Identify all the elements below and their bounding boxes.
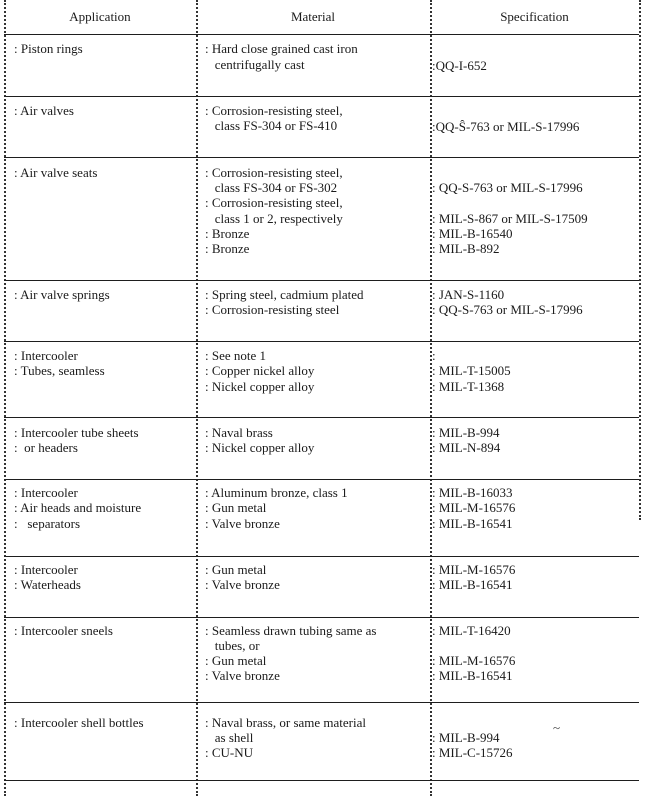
specification-cell-line: : MIL-B-16033 — [432, 485, 513, 500]
specification-cell-line: : MIL-B-16541 — [432, 577, 513, 592]
row-rule — [4, 702, 639, 703]
material-cell-line: : Corrosion-resisting steel, — [205, 165, 343, 180]
material-cell-line: as shell — [205, 730, 254, 745]
material-cell-line: : Valve bronze — [205, 516, 280, 531]
material-cell-line: : Naval brass — [205, 425, 273, 440]
specification-cell-line: :QQ-I-652 — [432, 58, 487, 73]
specification-cell-line: : — [432, 348, 436, 363]
material-cell-line: : Naval brass, or same material — [205, 715, 366, 730]
application-cell-line: : Air valve seats — [14, 165, 98, 180]
material-cell-line: : Nickel copper alloy — [205, 440, 315, 455]
application-cell-line: : Tubes, seamless — [14, 363, 105, 378]
specification-cell-line: : MIL-C-15726 — [432, 745, 513, 760]
material-cell-line: : Gun metal — [205, 653, 267, 668]
application-cell-line: : Air valves — [14, 103, 74, 118]
material-cell-line: : Aluminum bronze, class 1 — [205, 485, 348, 500]
application-cell-line: : separators — [14, 516, 81, 531]
application-cell-line: : Intercooler sneels — [14, 623, 113, 638]
specification-cell-line: : MIL-T-15005 — [432, 363, 511, 378]
material-cell-line: : Corrosion-resisting steel, — [205, 195, 343, 210]
application-cell-line: : or headers — [14, 440, 78, 455]
material-cell-line: centrifugally cast — [205, 57, 305, 72]
material-cell-line: : Gun metal — [205, 500, 267, 515]
column-divider-application-material — [196, 0, 198, 796]
material-cell-line: : Nickel copper alloy — [205, 379, 315, 394]
row-rule — [4, 780, 639, 781]
material-cell-line: : Seamless drawn tubing same as — [205, 623, 377, 638]
specification-cell-line: : MIL-N-894 — [432, 440, 501, 455]
application-cell-line: : Intercooler tube sheets — [14, 425, 139, 440]
application-cell-line: : Air heads and moisture — [14, 500, 142, 515]
specification-cell-line: : QQ-S-763 or MIL-S-17996 — [432, 302, 583, 317]
ink-smudge-mark: ~ — [553, 720, 561, 735]
material-cell-line: : See note 1 — [205, 348, 267, 363]
specification-cell-line: : MIL-T-16420 — [432, 623, 511, 638]
application-cell-line: : Waterheads — [14, 577, 81, 592]
column-divider-left — [4, 0, 6, 796]
header-material: Material — [290, 9, 336, 24]
specification-cell-line: : MIL-M-16576 — [432, 562, 516, 577]
application-cell-line: : Intercooler — [14, 485, 78, 500]
row-rule — [4, 417, 639, 418]
row-rule — [4, 280, 639, 281]
material-cell-line: class FS-304 or FS-410 — [205, 118, 338, 133]
material-cell-line: : Spring steel, cadmium plated — [205, 287, 364, 302]
specification-cell-line: : MIL-T-1368 — [432, 379, 505, 394]
row-rule — [4, 556, 639, 557]
material-cell-line: : Hard close grained cast iron — [205, 41, 358, 56]
material-cell-line: class FS-304 or FS-302 — [205, 180, 338, 195]
application-cell-line: : Intercooler shell bottles — [14, 715, 144, 730]
row-rule — [4, 96, 639, 97]
application-cell-line: : Intercooler — [14, 348, 78, 363]
material-cell-line: : CU-NU — [205, 745, 254, 760]
material-cell-line: : Bronze — [205, 226, 250, 241]
row-rule — [4, 617, 639, 618]
application-cell-line: : Piston rings — [14, 41, 83, 56]
material-cell-line: : Bronze — [205, 241, 250, 256]
specification-cell-line: : MIL-B-16541 — [432, 668, 513, 683]
specification-cell-line: : MIL-B-994 — [432, 730, 500, 745]
row-rule — [4, 479, 639, 480]
material-cell-line: : Valve bronze — [205, 577, 280, 592]
row-rule — [4, 157, 639, 158]
specification-cell-line: : MIL-B-16540 — [432, 226, 513, 241]
header-rule — [4, 34, 639, 35]
specification-cell-line: : MIL-B-994 — [432, 425, 500, 440]
material-cell-line: : Corrosion-resisting steel — [205, 302, 340, 317]
material-cell-line: class 1 or 2, respectively — [205, 211, 343, 226]
material-cell-line: : Valve bronze — [205, 668, 280, 683]
application-cell-line: : Air valve springs — [14, 287, 110, 302]
material-cell-line: : Gun metal — [205, 562, 267, 577]
specification-cell-line: : MIL-S-867 or MIL-S-17509 — [432, 211, 588, 226]
specification-cell-line: : MIL-B-892 — [432, 241, 500, 256]
material-cell-line: tubes, or — [205, 638, 260, 653]
material-cell-line: : Corrosion-resisting steel, — [205, 103, 343, 118]
specification-cell-line: : QQ-S-763 or MIL-S-17996 — [432, 180, 583, 195]
header-application: Application — [69, 9, 131, 24]
specification-cell-line: : MIL-M-16576 — [432, 500, 516, 515]
header-specification: Specification — [500, 9, 569, 24]
column-divider-right — [639, 0, 641, 520]
application-cell-line: : Intercooler — [14, 562, 78, 577]
material-cell-line: : Copper nickel alloy — [205, 363, 315, 378]
specification-cell-line: : MIL-M-16576 — [432, 653, 516, 668]
specification-cell-line: :QQ-Ŝ-763 or MIL-S-17996 — [432, 119, 580, 134]
row-rule — [4, 341, 639, 342]
specification-cell-line: : JAN-S-1160 — [432, 287, 505, 302]
specification-cell-line: : MIL-B-16541 — [432, 516, 513, 531]
